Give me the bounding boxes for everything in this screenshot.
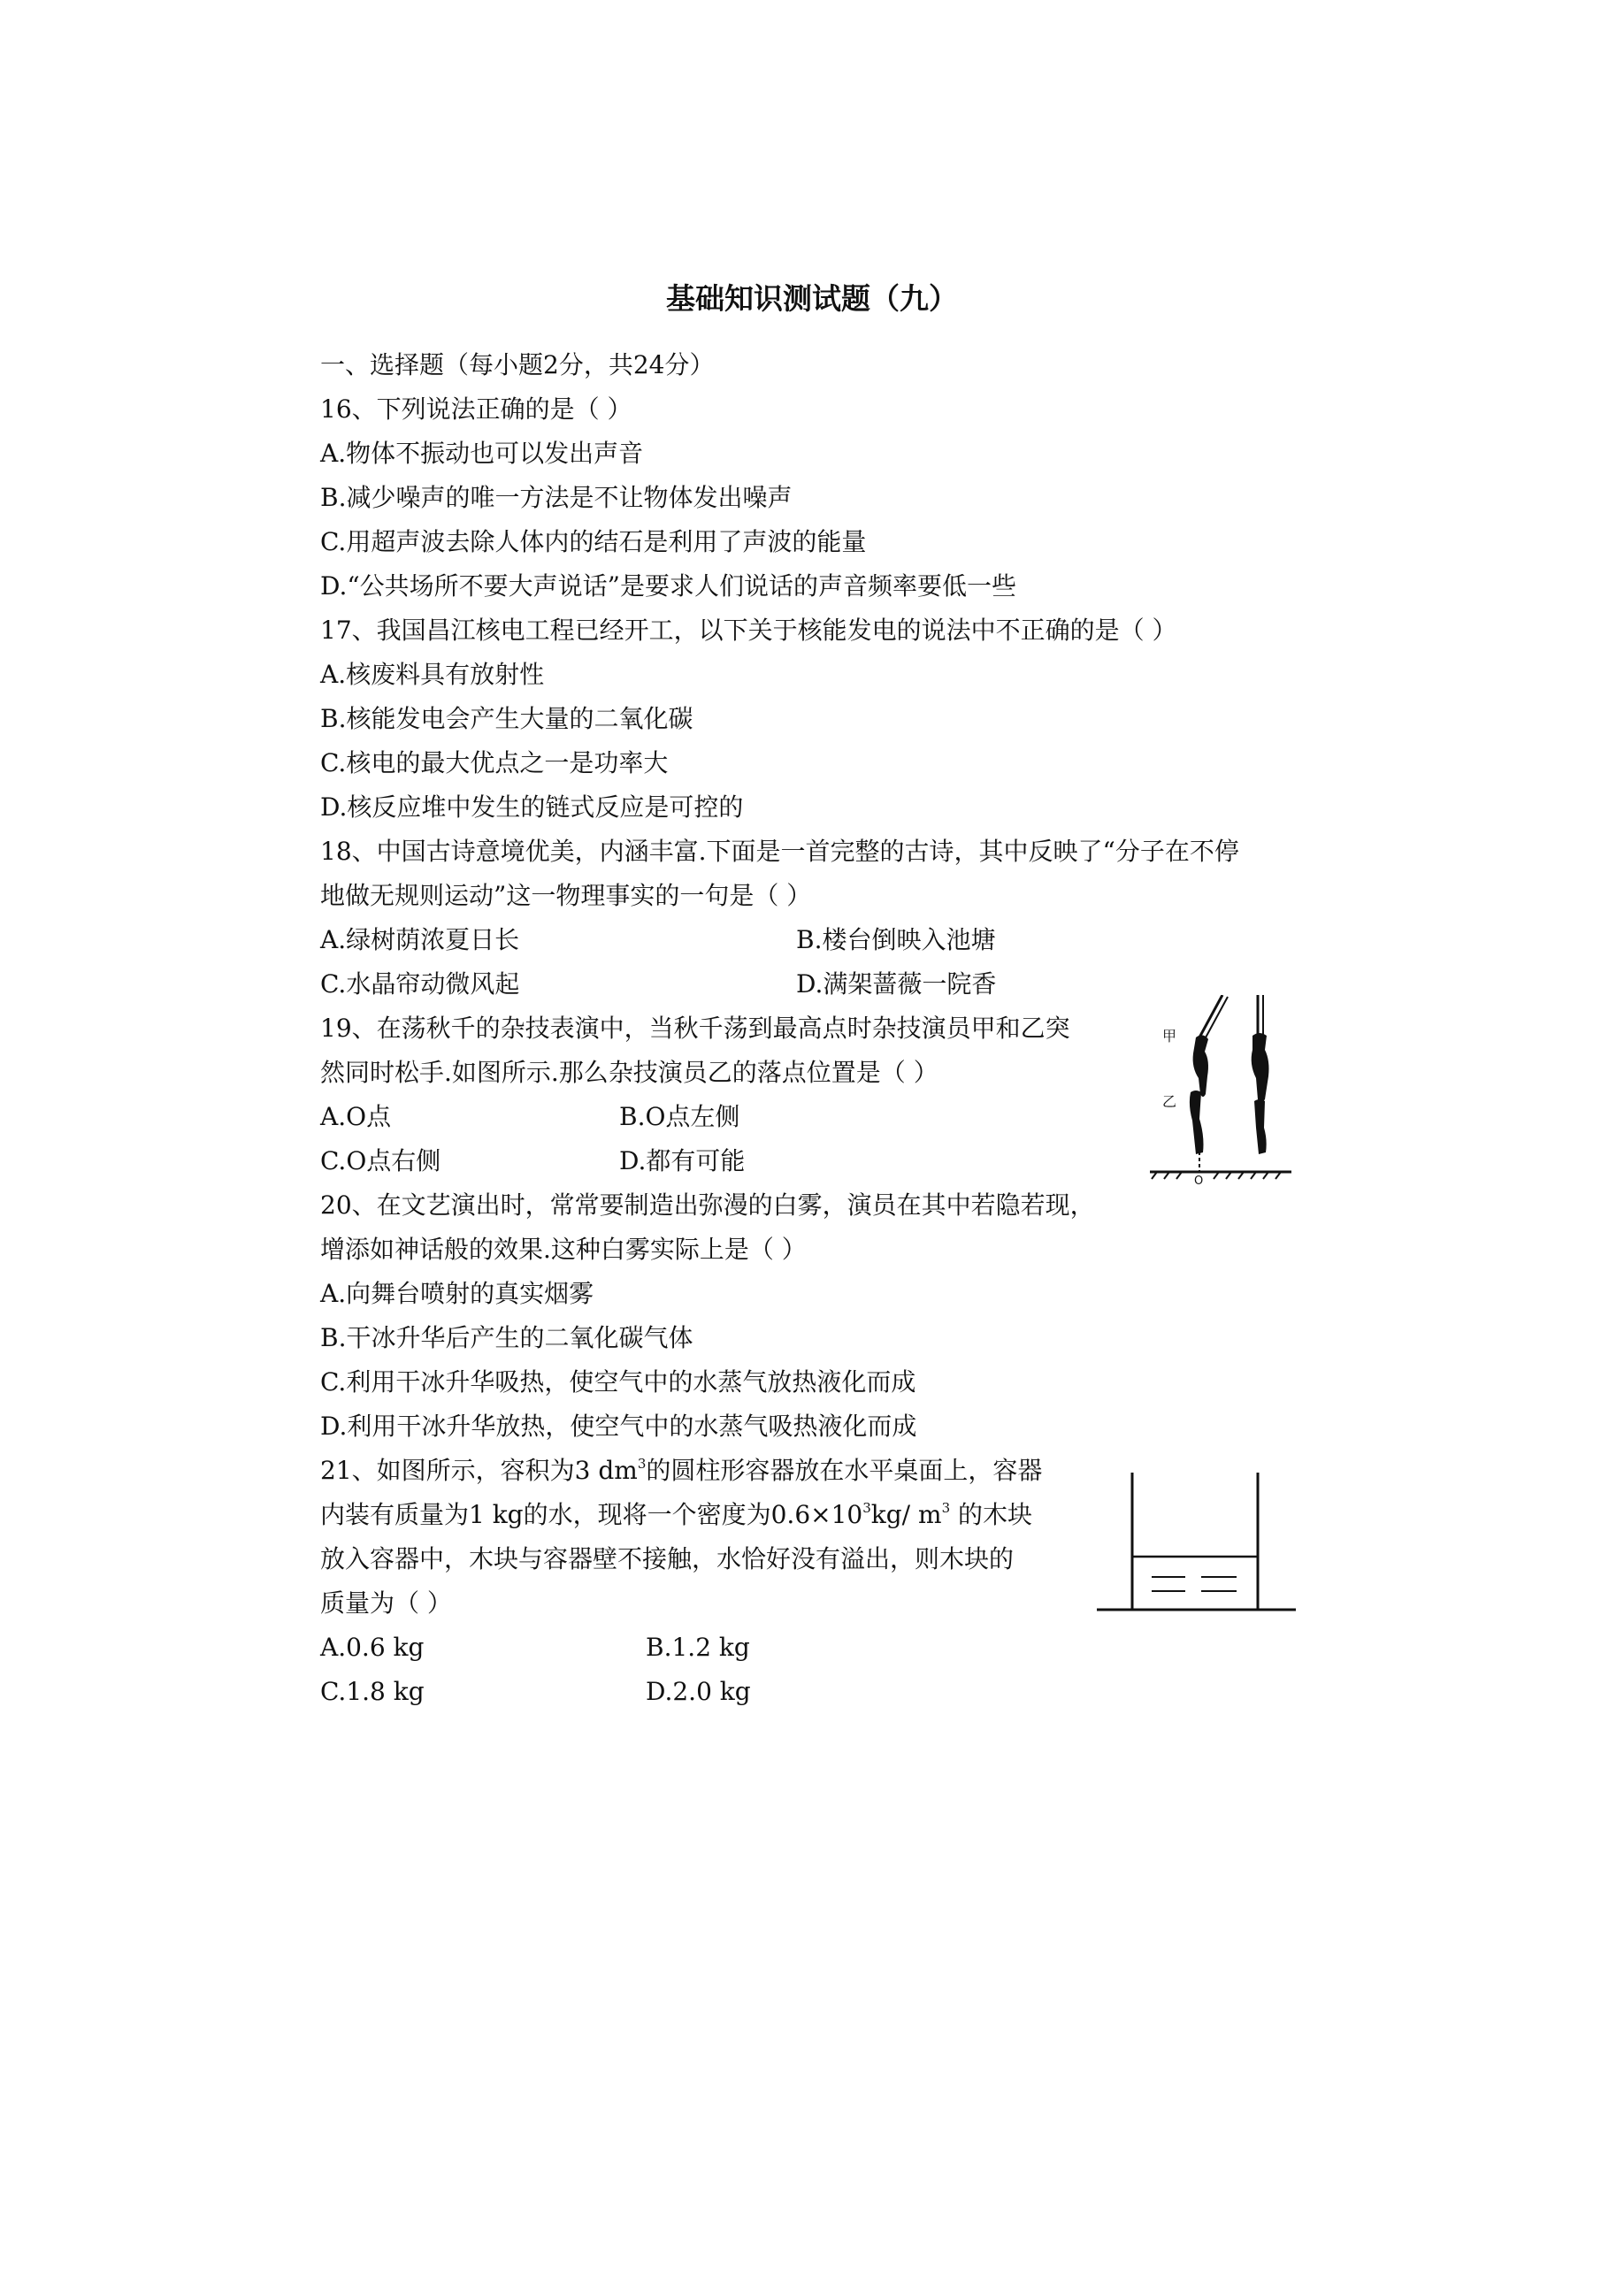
question-20-option-a: A.向舞台喷射的真实烟雾 bbox=[320, 1279, 594, 1308]
question-19-option-d: D.都有可能 bbox=[619, 1146, 746, 1175]
question-17-option-d: D.核反应堆中发生的链式反应是可控的 bbox=[320, 792, 744, 822]
figure-label-o: O bbox=[1194, 1175, 1204, 1185]
question-21-option-d: D.2.0 kg bbox=[646, 1677, 751, 1706]
question-19-option-a: A.O点 bbox=[320, 1102, 392, 1131]
question-19-stem-line1: 19、在荡秋千的杂技表演中，当秋千荡到最高点时杂技演员甲和乙突 bbox=[320, 1014, 1070, 1043]
question-18-option-c: C.水晶帘动微风起 bbox=[320, 969, 520, 999]
question-16-option-d: D.“公共场所不要大声说话”是要求人们说话的声音频率要低一些 bbox=[320, 571, 1016, 601]
question-17-option-b: B.核能发电会产生大量的二氧化碳 bbox=[320, 704, 693, 733]
question-19-stem-line2: 然同时松手.如图所示.那么杂技演员乙的落点位置是（ ） bbox=[320, 1058, 938, 1087]
question-18-option-a: A.绿树荫浓夏日长 bbox=[320, 925, 520, 954]
section-heading: 一、选择题（每小题2分，共24分） bbox=[320, 350, 715, 379]
cylindrical-container-figure bbox=[1097, 1473, 1296, 1623]
question-18-stem-line2: 地做无规则运动”这一物理事实的一句是（ ） bbox=[320, 881, 812, 910]
question-17-stem: 17、我国昌江核电工程已经开工，以下关于核能发电的说法中不正确的是（ ） bbox=[320, 616, 1177, 645]
question-21-stem-line2: 内装有质量为1 kg的水，现将一个密度为$0.6\times 10^3kg/$ $m^3$ 的木块 bbox=[320, 1500, 1033, 1529]
question-17-option-c: C.核电的最大优点之一是功率大 bbox=[320, 748, 669, 777]
question-19-option-c: C.O点右侧 bbox=[320, 1146, 441, 1175]
question-21-stem-line1: 21、如图所示，容积为3 $dm^3$的圆柱形容器放在水平桌面上，容器 bbox=[320, 1456, 1043, 1485]
question-20-stem-line1: 20、在文艺演出时，常常要制造出弥漫的白雾，演员在其中若隐若现， bbox=[320, 1190, 1095, 1220]
question-20-option-c: C.利用干冰升华吸热，使空气中的水蒸气放热液化而成 bbox=[320, 1367, 916, 1397]
question-18-stem-line1: 18、中国古诗意境优美，内涵丰富.下面是一首完整的古诗，其中反映了“分子在不停 bbox=[320, 837, 1239, 866]
page-title: 基础知识测试题（九） bbox=[666, 281, 958, 316]
question-19-option-b: B.O点左侧 bbox=[619, 1102, 740, 1131]
question-16-option-b: B.减少噪声的唯一方法是不让物体发出噪声 bbox=[320, 483, 793, 512]
question-20-option-b: B.干冰升华后产生的二氧化碳气体 bbox=[320, 1323, 693, 1352]
question-20-option-d: D.利用干冰升华放热，使空气中的水蒸气吸热液化而成 bbox=[320, 1412, 917, 1441]
question-21-option-b: B.1.2 kg bbox=[646, 1633, 750, 1662]
figure-label-jia: 甲 bbox=[1162, 1028, 1177, 1045]
question-17-option-a: A.核废料具有放射性 bbox=[320, 660, 545, 689]
figure-label-yi: 乙 bbox=[1162, 1093, 1177, 1110]
question-21-option-a: A.0.6 kg bbox=[320, 1633, 425, 1662]
question-21-stem-line4: 质量为（ ） bbox=[320, 1588, 452, 1618]
swing-acrobat-figure bbox=[1150, 995, 1291, 1185]
question-21-stem-line3: 放入容器中，木块与容器壁不接触，水恰好没有溢出，则木块的 bbox=[320, 1544, 1015, 1573]
question-20-stem-line2: 增添如神话般的效果.这种白雾实际上是（ ） bbox=[320, 1235, 807, 1264]
question-16-option-c: C.用超声波去除人体内的结石是利用了声波的能量 bbox=[320, 527, 867, 556]
question-16-stem: 16、下列说法正确的是（ ） bbox=[320, 394, 632, 424]
question-18-option-d: D.满架蔷薇一院香 bbox=[796, 969, 997, 999]
question-16-option-a: A.物体不振动也可以发出声音 bbox=[320, 439, 644, 468]
question-18-option-b: B.楼台倒映入池塘 bbox=[796, 925, 996, 954]
question-21-option-c: C.1.8 kg bbox=[320, 1677, 425, 1706]
